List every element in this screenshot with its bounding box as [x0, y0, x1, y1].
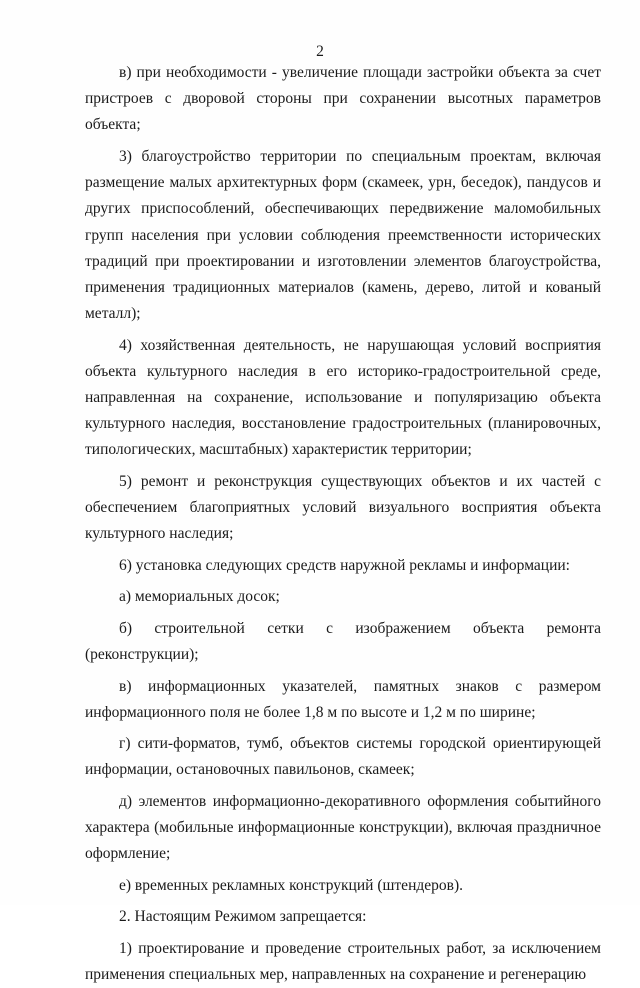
paragraph-3-landscaping: 3) благоустройство территории по специальным проектам, включая размещение малых архитектурных форм (скамеек, урн, беседок), пандусов и других приспособлений, обеспечивающих передвижение маломобильных групп населения при условии соблюдения преемственности исторических традиций при проектировании и изготовлении элементов благоустройства, применения традиционных материалов (камень, дерево, литой и кованый металл); [85, 147, 601, 323]
paragraph-1-design-construction: 1) проектирование и проведение строительных работ, за исключением применения специальных мер, направленных на сохранение и регенерацию [85, 939, 601, 984]
paragraph-6-advertising: 6) установка следующих средств наружной рекламы и информации: [119, 556, 570, 574]
paragraph-b-construction-mesh: б) строительной сетки с изображением объекта ремонта (реконструкции); [85, 619, 601, 664]
paragraph-2-prohibited: 2. Настоящим Режимом запрещается: [119, 908, 367, 926]
paragraph-e-temporary-structures: е) временных рекламных конструкций (штендеров). [119, 876, 463, 894]
paragraph-4-economic-activity: 4) хозяйственная деятельность, не нарушающая условий восприятия объекта культурного наследия в его историко-градостроительной среде, направленная на сохранение, использование и популяризацию объекта культурного наследия, восстановление градостроительных (планировочных, типологических, масштабных) характеристик территории; [85, 336, 601, 459]
paragraph-d-decorative-elements: д) элементов информационно-декоративного оформления событийного характера (мобильные информационные конструкции), включая праздничное оформление; [85, 792, 601, 863]
document-body [85, 60, 601, 988]
paragraph-v-extension: в) при необходимости - увеличение площади застройки объекта за счет пристроев с дворовой стороны при сохранении высотных параметров объекта; [85, 64, 601, 134]
paragraph-g-city-formats: г) сити-форматов, тумб, объектов системы городской ориентирующей информации, остановочных павильонов, скамеек; [85, 735, 601, 779]
paragraph-a-memorial-plaques: а) мемориальных досок; [119, 588, 280, 606]
paragraph-5-repair: 5) ремонт и реконструкция существующих объектов и их частей с обеспечением благоприятных условий визуального восприятия объекта культурного наследия; [85, 472, 601, 543]
page-number: 2 [316, 43, 324, 60]
paragraph-v-info-signs: в) информационных указателей, памятных знаков с размером информационного поля не более 1,8 м по высоте и 1,2 м по ширине; [85, 677, 601, 721]
